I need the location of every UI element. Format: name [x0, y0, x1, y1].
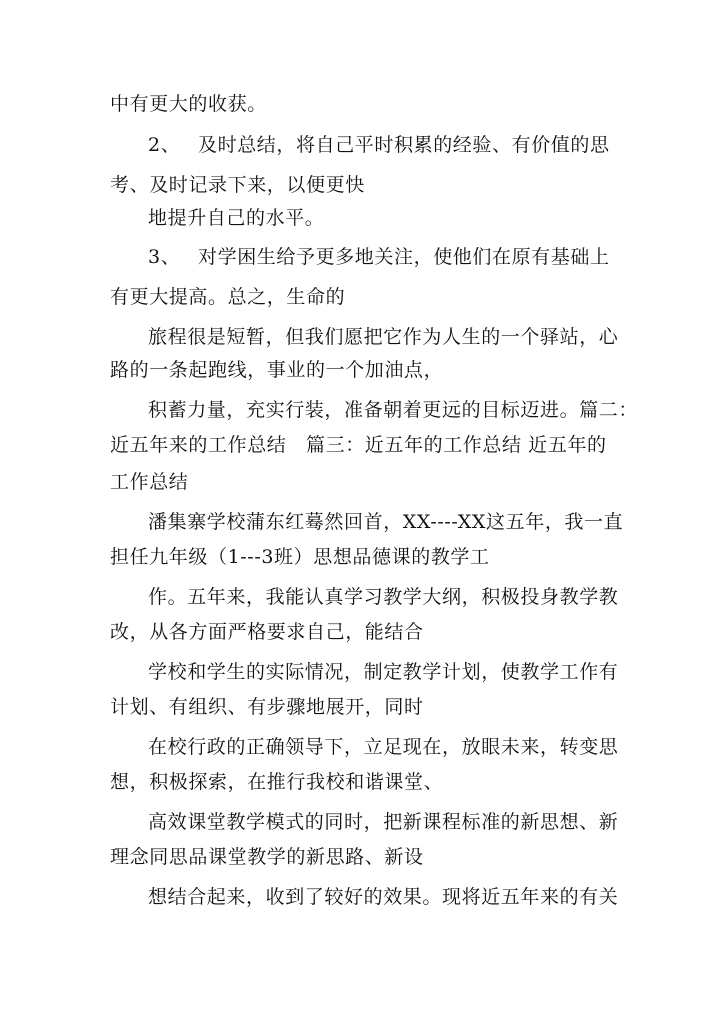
text-line: 旅程很是短暂，但我们愿把它作为人生的一个驿站，心: [148, 326, 619, 348]
text-line: 近五年来的工作总结 篇三：近五年的工作总结 近五年的: [110, 434, 607, 456]
text-line: 学校和学生的实际情况，制定教学计划，使教学工作有: [148, 661, 619, 683]
text-line: 积蓄力量，充实行装，准备朝着更远的目标迈进。篇二：: [148, 399, 639, 421]
text-line: 作。五年来，我能认真学习教学大纲，积极投身教学教: [148, 586, 619, 608]
list-number: 3、: [148, 246, 181, 268]
text-line: 中有更大的收获。: [110, 93, 267, 115]
text-line: 想结合起来，收到了较好的效果。现将近五年来的有关: [148, 886, 619, 908]
text-line: [148, 245, 610, 269]
list-number: 2、: [148, 134, 181, 156]
list-item-text: 及时总结，将自己平时积累的经验、有价值的思: [198, 134, 610, 156]
text-line: 担任九年级（1---3班）思想品德课的教学工: [110, 546, 490, 568]
text-line: 路的一条起跑线，事业的一个加油点，: [110, 359, 444, 381]
text-line: 潘集寨学校蒲东红蓦然回首，XX----XX这五年，我一直: [148, 511, 624, 533]
text-line: [148, 133, 610, 157]
text-line: 在校行政的正确领导下，立足现在，放眼未来，转变思: [148, 736, 619, 758]
list-item-text: 对学困生给予更多地关注，使他们在原有基础上: [198, 246, 610, 268]
text-line: 计划、有组织、有步骤地展开，同时: [110, 696, 424, 718]
text-line: 理念同思品课堂教学的新思路、新设: [110, 846, 424, 868]
text-line: 改，从各方面严格要求自己，能结合: [110, 621, 424, 643]
text-line: 考、及时记录下来，以便更快: [110, 174, 365, 196]
text-line: 高效课堂教学模式的同时，把新课程标准的新思想、新: [148, 811, 619, 833]
text-line: 想，积极探索，在推行我校和谐课堂、: [110, 771, 444, 793]
text-line: 工作总结: [110, 471, 189, 493]
text-line: 地提升自己的水平。: [148, 207, 325, 229]
text-line: 有更大提高。总之，生命的: [110, 286, 346, 308]
